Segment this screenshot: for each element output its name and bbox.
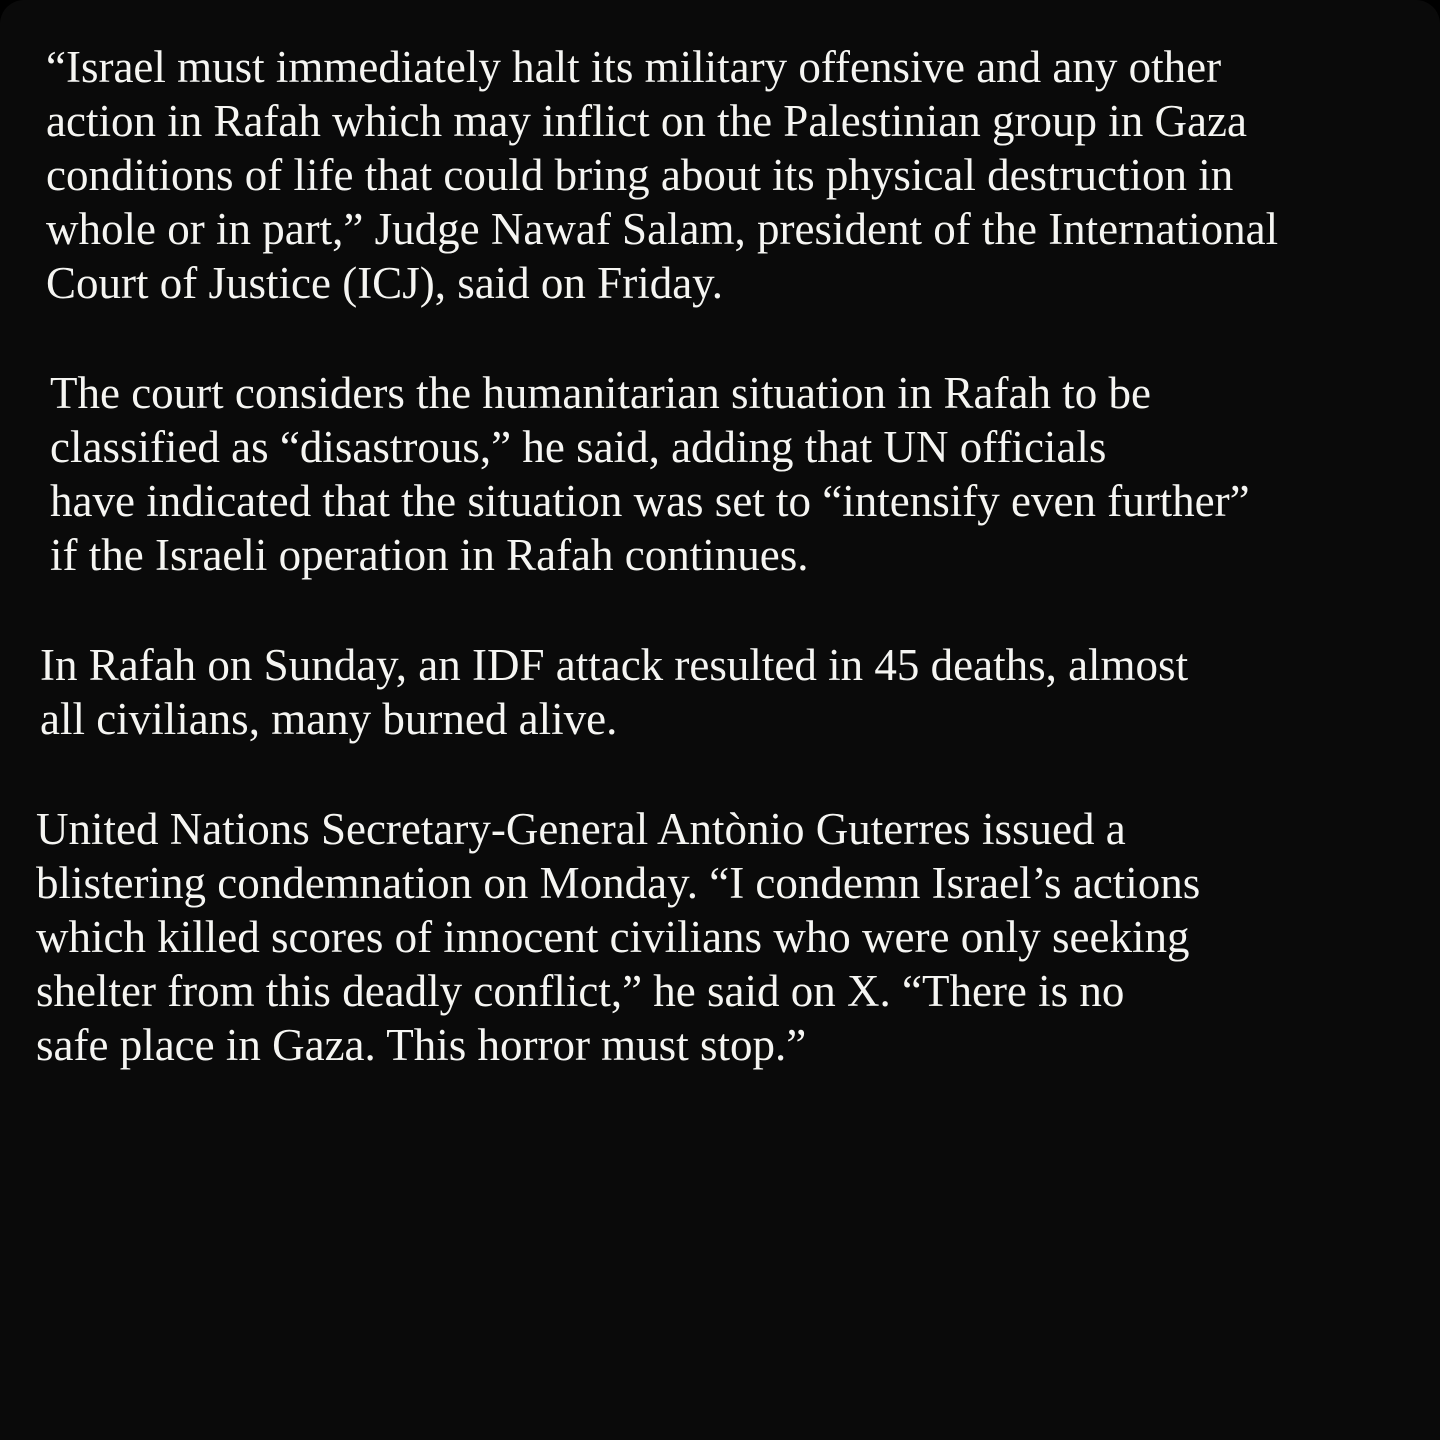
text-line: have indicated that the situation was set to “intensify even further” — [50, 476, 1250, 526]
text-line: United Nations Secretary-General Antònio Guterres issued a — [36, 804, 1126, 854]
text-line: which killed scores of innocent civilians who were only seeking — [36, 912, 1190, 962]
text-line: The court considers the humanitarian situation in Rafah to be — [50, 368, 1151, 418]
paragraph — [40, 638, 1412, 746]
text-line: Court of Justice (ICJ), said on Friday. — [46, 258, 723, 308]
text-line: if the Israeli operation in Rafah continues. — [50, 530, 809, 580]
text-line: classified as “disastrous,” he said, adding that UN officials — [50, 422, 1107, 472]
text-line: conditions of life that could bring about its physical destruction in — [46, 150, 1234, 200]
paragraph — [50, 366, 1412, 582]
text-line: shelter from this deadly conflict,” he said on X. “There is no — [36, 966, 1125, 1016]
text-line: whole or in part,” Judge Nawaf Salam, president of the International — [46, 204, 1279, 254]
text-line: blistering condemnation on Monday. “I condemn Israel’s actions — [36, 858, 1201, 908]
text-line: all civilians, many burned alive. — [40, 694, 618, 744]
paragraph — [46, 40, 1412, 310]
paragraph — [36, 802, 1412, 1072]
text-line: In Rafah on Sunday, an IDF attack resulted in 45 deaths, almost — [40, 640, 1189, 690]
text-line: “Israel must immediately halt its military offensive and any other — [46, 42, 1222, 92]
text-line: action in Rafah which may inflict on the Palestinian group in Gaza — [46, 96, 1247, 146]
text-line: safe place in Gaza. This horror must stop.” — [36, 1020, 807, 1070]
